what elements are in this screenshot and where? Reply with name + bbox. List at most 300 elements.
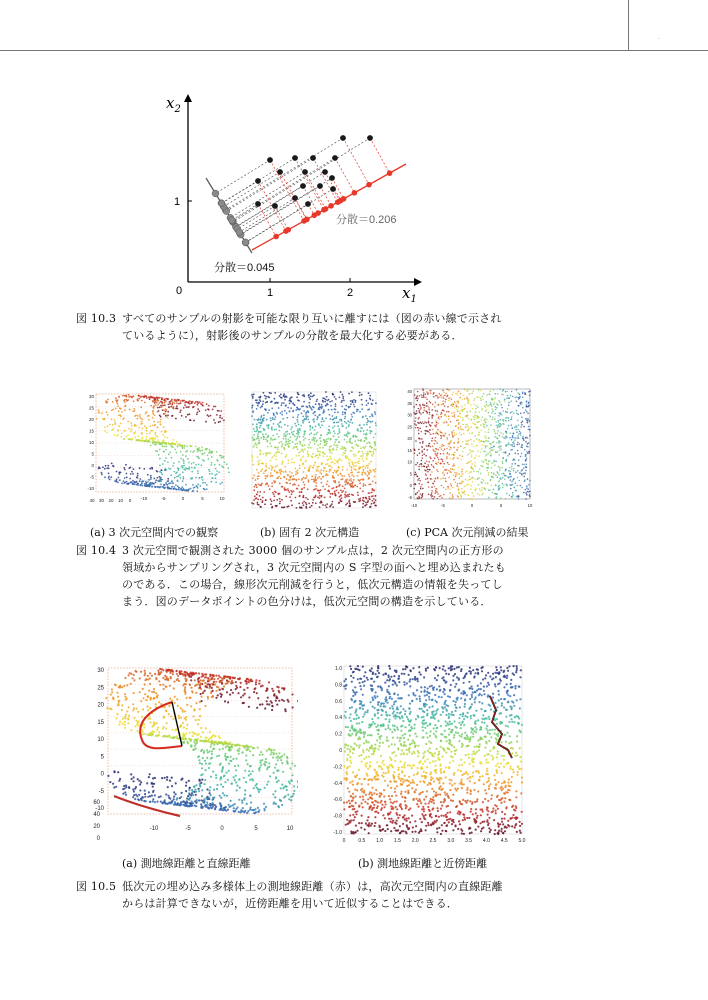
data-point — [457, 407, 459, 409]
data-point — [259, 754, 261, 756]
data-point — [181, 415, 183, 417]
data-point — [487, 466, 489, 468]
data-point — [333, 430, 335, 432]
data-point — [522, 421, 524, 423]
data-point — [139, 416, 141, 418]
data-point — [347, 494, 349, 496]
data-point — [307, 418, 309, 420]
data-point — [167, 417, 169, 419]
data-point — [311, 475, 313, 477]
data-point — [426, 460, 428, 462]
data-point — [273, 803, 275, 805]
data-point — [306, 475, 308, 477]
data-point — [487, 440, 489, 442]
data-point — [163, 442, 165, 444]
data-point — [336, 449, 338, 451]
variance-gray-label: 分散＝0.045 — [214, 262, 275, 274]
data-point — [427, 392, 429, 394]
data-point — [272, 456, 274, 458]
data-point — [365, 484, 367, 486]
data-point — [512, 437, 514, 439]
data-point — [527, 488, 529, 490]
data-point — [150, 734, 152, 736]
data-point — [365, 457, 367, 459]
data-point — [520, 446, 522, 448]
data-point — [281, 414, 283, 416]
data-point — [466, 396, 468, 398]
gray-dashed-projection — [230, 172, 305, 218]
data-point — [339, 432, 341, 434]
data-point — [512, 492, 514, 494]
data-point — [414, 420, 416, 422]
data-point — [132, 410, 134, 412]
data-point — [525, 437, 527, 439]
data-point — [280, 469, 282, 471]
data-point — [287, 474, 289, 476]
data-point — [169, 802, 171, 804]
data-point — [186, 450, 188, 452]
data-point — [492, 408, 494, 410]
data-point — [423, 395, 425, 397]
data-point — [338, 502, 340, 504]
data-point — [219, 415, 221, 417]
data-point — [529, 494, 531, 496]
data-point — [206, 796, 208, 798]
data-point — [336, 447, 338, 449]
data-point — [434, 406, 436, 408]
data-point — [329, 451, 331, 453]
data-point — [168, 705, 170, 707]
data-point — [514, 437, 516, 439]
data-point — [283, 433, 285, 435]
data-point — [133, 468, 135, 470]
data-point — [222, 767, 224, 769]
data-point — [351, 471, 353, 473]
data-point — [296, 438, 298, 440]
x-axis-arrow — [414, 278, 422, 286]
data-point — [291, 462, 293, 464]
data-point — [205, 763, 207, 765]
data-point — [266, 700, 268, 702]
data-point — [276, 412, 278, 414]
data-point — [369, 498, 371, 500]
data-point — [125, 405, 127, 407]
data-point — [182, 445, 184, 447]
data-point — [223, 677, 225, 679]
data-point — [375, 495, 377, 497]
data-point — [326, 506, 328, 508]
data-point — [471, 393, 473, 395]
data-point — [415, 472, 417, 474]
data-point — [522, 407, 524, 409]
data-point — [293, 790, 295, 792]
data-point — [160, 443, 162, 445]
data-point — [298, 503, 300, 505]
data-point — [303, 487, 305, 489]
data-point — [462, 481, 464, 483]
data-point — [223, 675, 225, 677]
data-point — [258, 811, 260, 813]
data-point — [210, 757, 212, 759]
data-point — [453, 457, 455, 459]
data-point — [308, 421, 310, 423]
data-point — [152, 411, 154, 413]
data-point — [430, 495, 432, 497]
data-point — [125, 696, 127, 698]
data-point — [199, 684, 201, 686]
data-point — [209, 731, 211, 733]
data-point — [275, 753, 277, 755]
data-point — [498, 486, 500, 488]
data-point — [471, 456, 473, 458]
data-point — [176, 679, 178, 681]
data-point — [124, 788, 126, 790]
data-point — [185, 416, 187, 418]
data-point — [418, 496, 420, 498]
data-point — [193, 462, 195, 464]
data-point — [217, 678, 219, 680]
data-point — [527, 443, 529, 445]
data-point — [178, 475, 180, 477]
data-point — [422, 493, 424, 495]
data-point — [219, 748, 221, 750]
data-point — [495, 406, 497, 408]
data-point — [369, 506, 371, 508]
data-point — [247, 810, 249, 812]
data-point — [486, 460, 488, 462]
data-point — [458, 467, 460, 469]
data-point — [190, 746, 192, 748]
data-point — [468, 494, 470, 496]
data-point — [195, 719, 197, 721]
data-point — [253, 446, 255, 448]
data-point — [198, 447, 200, 449]
data-point — [339, 499, 341, 501]
data-point — [107, 465, 109, 467]
data-point — [266, 452, 268, 454]
data-point — [226, 691, 228, 693]
data-point — [417, 422, 419, 424]
data-point — [272, 793, 274, 795]
data-point — [520, 485, 522, 487]
data-point — [497, 404, 499, 406]
data-point — [415, 417, 417, 419]
data-point — [205, 769, 207, 771]
data-point — [131, 471, 133, 473]
data-point — [513, 443, 515, 445]
gray-projected-point — [218, 200, 225, 207]
data-point — [317, 450, 319, 452]
data-point — [462, 492, 464, 494]
data-point — [469, 453, 471, 455]
data-point — [182, 447, 184, 449]
data-point — [457, 486, 459, 488]
data-point — [505, 436, 507, 438]
data-point — [138, 427, 140, 429]
data-point — [462, 411, 464, 413]
red-dashed-projection — [270, 160, 304, 221]
data-point — [174, 477, 176, 479]
data-point — [144, 485, 146, 487]
data-point — [359, 424, 361, 426]
data-point — [373, 498, 375, 500]
data-point — [438, 434, 440, 436]
data-point — [118, 425, 120, 427]
data-point — [315, 485, 317, 487]
data-point — [286, 412, 288, 414]
data-point — [290, 428, 292, 430]
data-point — [443, 487, 445, 489]
data-point — [287, 794, 289, 796]
data-point — [480, 424, 482, 426]
data-point — [440, 432, 442, 434]
data-point — [348, 406, 350, 408]
data-point — [128, 787, 130, 789]
data-point — [137, 484, 139, 486]
data-point — [219, 689, 221, 691]
data-point — [284, 410, 286, 412]
data-point — [316, 470, 318, 472]
data-point — [521, 416, 523, 418]
data-point — [267, 396, 269, 398]
data-point — [141, 438, 143, 440]
data-point — [178, 804, 180, 806]
data-point — [138, 439, 140, 441]
data-point — [214, 741, 216, 743]
data-point — [331, 461, 333, 463]
data-point — [141, 400, 143, 402]
data-point — [283, 700, 285, 702]
data-point — [258, 462, 260, 464]
data-point — [375, 449, 377, 451]
data-point — [316, 454, 318, 456]
data-point — [342, 398, 344, 400]
data-point — [488, 412, 490, 414]
data-point — [270, 439, 272, 441]
data-point — [308, 479, 310, 481]
data-point — [490, 479, 492, 481]
data-point — [298, 455, 300, 457]
data-point — [483, 393, 485, 395]
data-point — [461, 434, 463, 436]
data-point — [344, 439, 346, 441]
data-point — [454, 416, 456, 418]
data-point — [421, 497, 423, 499]
data-point — [444, 421, 446, 423]
data-point — [365, 502, 367, 504]
data-point — [450, 458, 452, 460]
data-point — [362, 416, 364, 418]
data-point — [255, 479, 257, 481]
data-point — [477, 493, 479, 495]
data-point — [460, 393, 462, 395]
data-point — [476, 418, 478, 420]
data-point — [459, 410, 461, 412]
data-point — [482, 398, 484, 400]
data-point — [203, 750, 205, 752]
data-point — [365, 446, 367, 448]
data-point — [173, 796, 175, 798]
data-point — [266, 483, 268, 485]
data-point — [519, 480, 521, 482]
data-point — [497, 430, 499, 432]
data-point — [525, 466, 527, 468]
data-point — [461, 469, 463, 471]
data-point — [303, 501, 305, 503]
data-point — [446, 458, 448, 460]
data-point — [274, 392, 276, 394]
data-point — [271, 407, 273, 409]
data-point — [241, 752, 243, 754]
data-point — [218, 735, 220, 737]
data-point — [184, 404, 186, 406]
data-point — [453, 430, 455, 432]
data-point — [299, 506, 301, 508]
y-tick-label: 40 — [89, 498, 95, 503]
data-point — [361, 404, 363, 406]
data-point — [128, 706, 130, 708]
data-point — [221, 482, 223, 484]
data-point — [416, 397, 418, 399]
x-tick-label: 0 — [181, 496, 185, 501]
data-point — [144, 670, 146, 672]
data-point — [413, 488, 415, 490]
data-point — [168, 453, 170, 455]
data-point — [465, 471, 467, 473]
data-point — [451, 498, 453, 500]
data-point — [189, 732, 191, 734]
data-point — [465, 479, 467, 481]
data-point — [355, 465, 357, 467]
data-point — [169, 685, 171, 687]
data-point — [204, 760, 206, 762]
data-point — [106, 467, 108, 469]
data-point — [287, 488, 289, 490]
data-point — [359, 480, 361, 482]
data-point — [475, 455, 477, 457]
data-point — [526, 411, 528, 413]
data-point — [165, 415, 167, 417]
data-point — [525, 463, 527, 465]
data-point — [480, 398, 482, 400]
data-point — [270, 417, 272, 419]
data-point — [473, 495, 475, 497]
data-point — [141, 483, 143, 485]
data-point — [425, 474, 427, 476]
data-point — [140, 406, 142, 408]
data-point — [353, 404, 355, 406]
data-point — [255, 498, 257, 500]
data-point — [419, 395, 421, 397]
data-point — [501, 407, 503, 409]
data-point — [230, 760, 232, 762]
data-point — [520, 432, 522, 434]
data-point — [481, 487, 483, 489]
data-point — [243, 689, 245, 691]
data-point — [256, 426, 258, 428]
data-point — [258, 431, 260, 433]
data-point — [263, 808, 265, 810]
data-point — [146, 782, 148, 784]
data-point — [318, 414, 320, 416]
data-point — [365, 453, 367, 455]
data-point — [518, 459, 520, 461]
data-point — [317, 432, 319, 434]
data-point — [480, 490, 482, 492]
data-point — [189, 419, 191, 421]
data-point — [312, 456, 314, 458]
data-point — [523, 426, 525, 428]
data-point — [253, 747, 255, 749]
data-point — [124, 409, 126, 411]
data-point — [195, 684, 197, 686]
y-tick-label: 0 — [128, 498, 132, 503]
data-point — [167, 415, 169, 417]
data-point — [195, 791, 197, 793]
data-point — [218, 471, 220, 473]
data-point — [312, 419, 314, 421]
data-point — [429, 412, 431, 414]
data-point — [256, 438, 258, 440]
data-point — [362, 490, 364, 492]
data-point — [526, 400, 528, 402]
data-point — [359, 392, 361, 394]
data-point — [506, 485, 508, 487]
data-point — [153, 697, 155, 699]
data-point — [262, 500, 264, 502]
data-point — [172, 482, 174, 484]
data-point — [362, 458, 364, 460]
data-point — [305, 460, 307, 462]
data-point — [144, 395, 146, 397]
x-tick-label: -5 — [161, 496, 166, 501]
data-point — [176, 405, 178, 407]
data-point — [308, 444, 310, 446]
data-point — [362, 506, 364, 508]
data-point — [344, 494, 346, 496]
data-point — [355, 469, 357, 471]
data-point — [429, 456, 431, 458]
data-point — [201, 789, 203, 791]
data-point — [491, 476, 493, 478]
data-point — [193, 420, 195, 422]
data-point — [173, 462, 175, 464]
data-point — [182, 454, 184, 456]
data-point — [149, 698, 151, 700]
data-point — [256, 408, 258, 410]
z-tick-label: 10 — [88, 440, 94, 445]
data-point — [514, 427, 516, 429]
data-point — [329, 469, 331, 471]
data-point — [200, 782, 202, 784]
data-point — [158, 701, 160, 703]
data-point — [426, 391, 428, 393]
z-tick-label: 0 — [91, 463, 94, 468]
data-point — [304, 438, 306, 440]
data-point — [359, 395, 361, 397]
data-point — [478, 396, 480, 398]
data-point — [363, 433, 365, 435]
data-point — [142, 428, 144, 430]
data-point — [446, 416, 448, 418]
data-point — [328, 409, 330, 411]
data-point — [469, 432, 471, 434]
data-point — [467, 430, 469, 432]
data-point — [338, 428, 340, 430]
data-point — [271, 457, 273, 459]
data-point — [476, 422, 478, 424]
data-point — [226, 679, 228, 681]
